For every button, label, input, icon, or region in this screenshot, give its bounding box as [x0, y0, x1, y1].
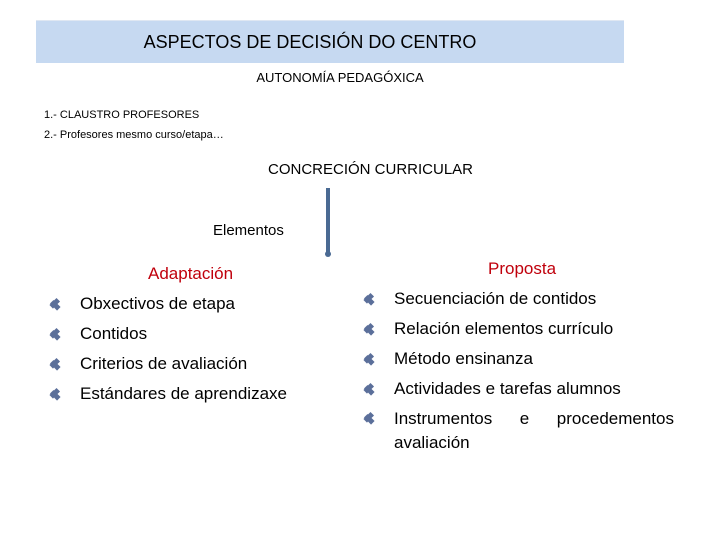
diamond-bullet-icon	[366, 413, 376, 423]
list-item	[364, 314, 674, 344]
claustro-line: 2.- Profesores mesmo curso/etapa…	[44, 129, 224, 141]
list-item-label: Instrumentos e procedementos avaliación	[394, 409, 674, 452]
list-item-label: Criterios de avaliación	[80, 354, 248, 373]
list-item	[50, 349, 287, 379]
list-item-label: Contidos	[80, 324, 148, 343]
claustro-list	[44, 105, 224, 145]
proposta-heading: Proposta	[488, 259, 557, 278]
claustro-line: 1.- CLAUSTRO PROFESORES	[44, 109, 200, 121]
diamond-bullet-icon	[366, 324, 376, 334]
list-item	[50, 289, 287, 319]
title-banner	[36, 20, 624, 63]
list-item-label: Obxectivos de etapa	[80, 294, 235, 313]
connector-line	[326, 188, 330, 253]
elementos-label: Elementos	[213, 222, 284, 239]
list-item	[50, 319, 287, 349]
diamond-bullet-icon	[52, 299, 62, 309]
diamond-bullet-icon	[366, 354, 376, 364]
diamond-bullet-icon	[366, 294, 376, 304]
page-title: ASPECTOS DE DECISIÓN DO CENTRO	[143, 31, 477, 52]
list-item-label: Método ensinanza	[394, 349, 533, 368]
list-item-label: Estándares de aprendizaxe	[80, 384, 287, 403]
subtitle: AUTONOMÍA PEDAGÓXICA	[256, 70, 424, 85]
list-item-label: Secuenciación de contidos	[394, 289, 597, 308]
adaptacion-list	[50, 289, 287, 409]
diamond-bullet-icon	[52, 359, 62, 369]
list-item	[364, 404, 674, 455]
adaptacion-heading: Adaptación	[148, 264, 234, 283]
list-item	[50, 379, 287, 409]
list-item	[364, 284, 674, 314]
proposta-list	[364, 284, 674, 455]
diamond-bullet-icon	[52, 389, 62, 399]
diamond-bullet-icon	[366, 384, 376, 394]
list-item	[364, 374, 674, 404]
list-item	[364, 344, 674, 374]
diamond-bullet-icon	[52, 329, 62, 339]
list-item-label: Relación elementos currículo	[394, 319, 614, 338]
concrecion-heading: CONCRECIÓN CURRICULAR	[268, 161, 474, 178]
list-item-label: Actividades e tarefas alumnos	[394, 379, 621, 398]
